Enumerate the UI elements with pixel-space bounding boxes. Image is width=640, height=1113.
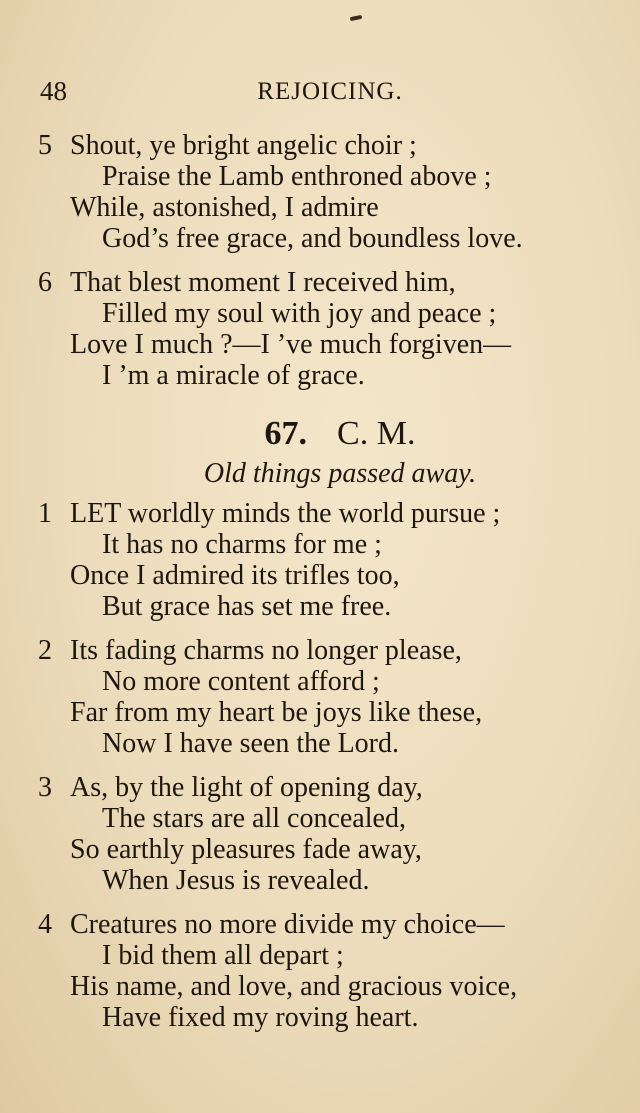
verse-line: Shout, ye bright angelic choir ; bbox=[70, 130, 417, 161]
verse-line: Now I have seen the Lord. bbox=[102, 728, 400, 759]
verse-line: Far from my heart be joys like these, bbox=[70, 697, 483, 728]
stanza-number: 6 bbox=[38, 267, 52, 298]
verse-line: Creatures no more divide my choice— bbox=[70, 909, 505, 940]
verse-line: Have fixed my roving heart. bbox=[102, 1002, 419, 1033]
verse-line: I ’m a miracle of grace. bbox=[102, 360, 365, 391]
stanza-number: 2 bbox=[38, 635, 52, 666]
verse-line: Praise the Lamb enthroned above ; bbox=[102, 161, 492, 192]
stanza-number: 3 bbox=[38, 772, 52, 803]
verse-line: That blest moment I received him, bbox=[70, 267, 456, 298]
verse-line: But grace has set me free. bbox=[102, 591, 392, 622]
verse-line: Filled my soul with joy and peace ; bbox=[102, 298, 497, 329]
hymn-meter: C. M. bbox=[337, 415, 416, 452]
verse-line: I bid them all depart ; bbox=[102, 940, 344, 971]
hymn-subtitle: Old things passed away. bbox=[203, 458, 477, 489]
verse-line: As, by the light of opening day, bbox=[70, 772, 423, 803]
verse-line: When Jesus is revealed. bbox=[102, 865, 370, 896]
hymn-number: 67. bbox=[264, 415, 308, 452]
page-header bbox=[40, 76, 600, 110]
stanza-number: 4 bbox=[38, 909, 52, 940]
verse-line: While, astonished, I admire bbox=[70, 192, 379, 223]
hymn-heading bbox=[0, 415, 640, 453]
verse-line: So earthly pleasures fade away, bbox=[70, 834, 422, 865]
verse-line: Its fading charms no longer please, bbox=[70, 635, 462, 666]
verse-line: God’s free grace, and boundless love. bbox=[102, 223, 523, 254]
verse-line: No more content afford ; bbox=[102, 666, 380, 697]
verse-line: Once I admired its trifles too, bbox=[70, 560, 400, 591]
ink-mark bbox=[350, 15, 363, 21]
verse-line: Love I much ?—I ’ve much forgiven— bbox=[70, 329, 512, 360]
running-head: REJOICING. bbox=[257, 78, 403, 105]
page-number: 48 bbox=[40, 76, 67, 106]
stanza-number: 5 bbox=[38, 130, 52, 161]
verse-line: His name, and love, and gracious voice, bbox=[70, 971, 518, 1002]
verse-line: It has no charms for me ; bbox=[102, 529, 382, 560]
verse-line: The stars are all concealed, bbox=[102, 803, 406, 834]
verse-line: LET worldly minds the world pursue ; bbox=[70, 498, 501, 529]
stanza-number: 1 bbox=[38, 498, 52, 529]
